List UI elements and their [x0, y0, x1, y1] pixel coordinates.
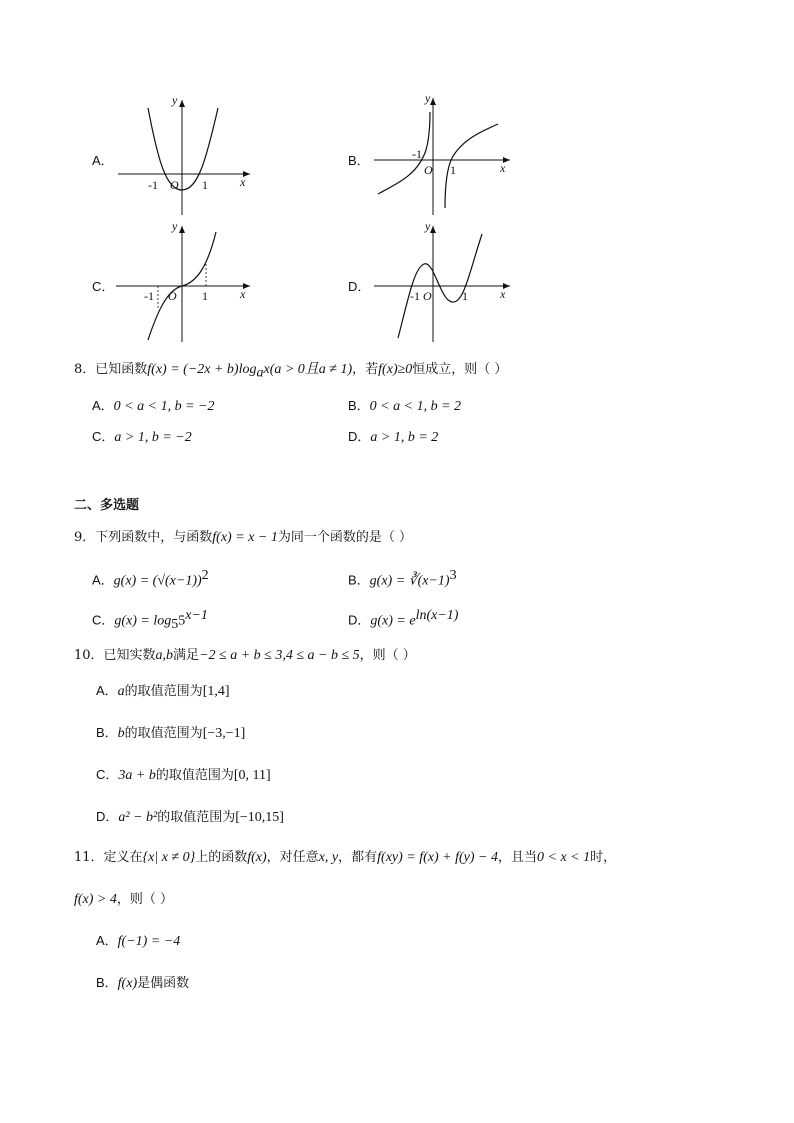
option-sup: ln(x−1)	[415, 608, 459, 623]
stem-mid: 满足	[173, 648, 200, 663]
option-letter: B．	[348, 398, 370, 413]
log-base: a	[256, 365, 264, 381]
option-text: g(x) = e	[370, 613, 416, 629]
question-10-stem	[74, 644, 416, 664]
option-letter-a: A．	[92, 153, 114, 168]
stem-suffix: 恒成立，则（ ）	[412, 362, 508, 377]
stem-suffix: 为同一个函数的是（ ）	[277, 530, 412, 545]
option-text: 0 < a < 1, b = −2	[113, 399, 215, 414]
y-axis-arrow	[179, 100, 185, 107]
option-letter-d: D．	[348, 279, 371, 294]
stem-suffix: ，则（ ）	[116, 892, 174, 907]
origin-label: O	[168, 289, 177, 303]
option-text: g(x) = ∛(x−1)	[369, 573, 450, 589]
option-letter: A．	[96, 933, 118, 948]
option-letter: C．	[96, 767, 119, 782]
option-range: [0, 11]	[233, 768, 271, 783]
option-expr: f(−1) = −4	[117, 934, 181, 949]
option-letter: A．	[96, 683, 118, 698]
option-text: a > 1, b = −2	[114, 430, 192, 445]
stem-set: {x| x ≠ 0}	[142, 850, 196, 865]
stem-condition: x(a > 0且a ≠ 1)	[263, 362, 353, 377]
q10-option-a[interactable]	[96, 680, 230, 700]
option-letter: D．	[96, 809, 119, 824]
stem-mid2: ，对任意	[266, 850, 319, 865]
stem-function: f(x) = (−2x + b)log	[147, 362, 257, 377]
option-letter: D．	[348, 612, 371, 628]
x-label: x	[240, 175, 246, 189]
stem-function: f(x)	[247, 850, 267, 865]
q11-option-a[interactable]	[96, 930, 180, 950]
option-sup: x−1	[185, 608, 208, 623]
q9-option-d[interactable]	[348, 608, 458, 629]
q11-option-b[interactable]	[96, 972, 189, 992]
question-9-stem	[74, 526, 412, 546]
q9-option-b[interactable]	[348, 568, 457, 589]
stem-condition: 0 < x < 1	[537, 850, 591, 865]
option-text: 的取值范围为	[124, 684, 203, 699]
option-text: 的取值范围为	[157, 810, 236, 825]
option-text: g(x) = log	[114, 613, 172, 629]
q8-option-b[interactable]	[348, 395, 461, 415]
stem-mid4: ，且当	[497, 850, 537, 865]
stem-prefix: 10．已知实数	[74, 648, 156, 663]
stem-mid: ，若	[352, 362, 379, 377]
y-axis-arrow	[430, 98, 436, 105]
option-letter-c: C．	[92, 279, 115, 294]
q8-option-d[interactable]	[348, 426, 438, 446]
origin-label: O	[423, 289, 432, 303]
stem-mid3: ，都有	[338, 850, 378, 865]
option-letter: B．	[96, 725, 118, 740]
option-expr: 3a + b	[118, 768, 156, 783]
neg-one-label: -1	[148, 178, 158, 192]
q9-option-a[interactable]	[92, 568, 209, 589]
stem-prefix: 8．已知函数	[74, 362, 148, 377]
question-8-stem	[74, 358, 507, 382]
stem-prefix: 9．下列函数中，与函数	[74, 530, 213, 545]
question-11-stem-line2	[74, 888, 173, 908]
option-letter: A．	[92, 398, 114, 413]
option-tail: 5	[178, 613, 186, 629]
option-sup: 3	[449, 568, 457, 583]
graph-option-d	[370, 220, 520, 345]
option-letter: C．	[92, 612, 115, 628]
stem-equation: f(xy) = f(x) + f(y) − 4	[377, 850, 498, 865]
graph-option-b	[370, 90, 520, 220]
option-text: 的取值范围为	[124, 726, 203, 741]
stem-suffix: ，则（ ）	[359, 648, 416, 663]
option-sub: 5	[171, 616, 179, 632]
q10-option-b[interactable]	[96, 722, 245, 742]
option-expr: a	[117, 684, 125, 699]
stem-inequality: f(x)≥0	[378, 362, 413, 377]
neg-one-label: -1	[410, 289, 420, 303]
one-label: 1	[462, 289, 468, 303]
option-letter: B．	[96, 975, 118, 990]
origin-label: O	[170, 178, 179, 192]
x-label: x	[500, 287, 506, 301]
option-text: a > 1, b = 2	[370, 430, 439, 445]
q8-option-c[interactable]	[92, 426, 192, 446]
left-branch-curve	[378, 112, 430, 194]
q10-option-c[interactable]	[96, 764, 271, 784]
y-axis-arrow	[430, 226, 436, 233]
option-range: [−3,−1]	[202, 726, 246, 741]
q9-option-c[interactable]	[92, 608, 208, 633]
y-label: y	[425, 219, 431, 233]
stem-function: f(x) = x − 1	[212, 530, 278, 545]
neg-one-label: -1	[412, 147, 422, 161]
one-label: 1	[202, 289, 208, 303]
option-text: 是偶函数	[137, 976, 190, 991]
stem-condition: −2 ≤ a + b ≤ 3,4 ≤ a − b ≤ 5	[199, 648, 360, 663]
option-letter: C．	[92, 429, 115, 444]
y-axis-arrow	[179, 226, 185, 233]
stem-expr: f(x) > 4	[74, 892, 117, 907]
stem-mid: 上的函数	[195, 850, 248, 865]
neg-one-label: -1	[144, 289, 154, 303]
x-label: x	[240, 287, 246, 301]
option-range: [−10,15]	[235, 810, 284, 825]
graph-option-c	[110, 220, 260, 345]
origin-label: O	[424, 163, 433, 177]
q8-option-a[interactable]	[92, 395, 214, 415]
option-expr: b	[117, 726, 125, 741]
stem-vars: a,b	[155, 648, 174, 663]
one-label: 1	[202, 178, 208, 192]
graph-option-a	[110, 90, 260, 220]
y-label: y	[172, 93, 178, 107]
stem-prefix: 11．定义在	[74, 850, 143, 865]
question-11-stem	[74, 846, 616, 866]
option-letter: A．	[92, 572, 114, 588]
option-text: 0 < a < 1, b = 2	[369, 399, 462, 414]
option-letter-b: B．	[348, 153, 370, 168]
one-label: 1	[450, 163, 456, 177]
option-expr: f(x)	[117, 976, 138, 991]
q10-option-d[interactable]	[96, 806, 284, 826]
section-title: 二、多选题	[74, 498, 140, 513]
stem-suffix: 时，	[590, 850, 617, 865]
option-text: g(x) = (√(x−1))	[113, 573, 202, 589]
option-range: [1,4]	[202, 684, 230, 699]
y-label: y	[172, 219, 178, 233]
y-label: y	[425, 91, 431, 105]
option-letter: B．	[348, 572, 370, 588]
x-label: x	[500, 161, 506, 175]
option-sup: 2	[201, 568, 209, 583]
stem-vars: x, y	[318, 850, 339, 865]
option-text: 的取值范围为	[155, 768, 234, 783]
option-letter: D．	[348, 429, 371, 444]
option-expr: a² − b²	[118, 810, 158, 825]
